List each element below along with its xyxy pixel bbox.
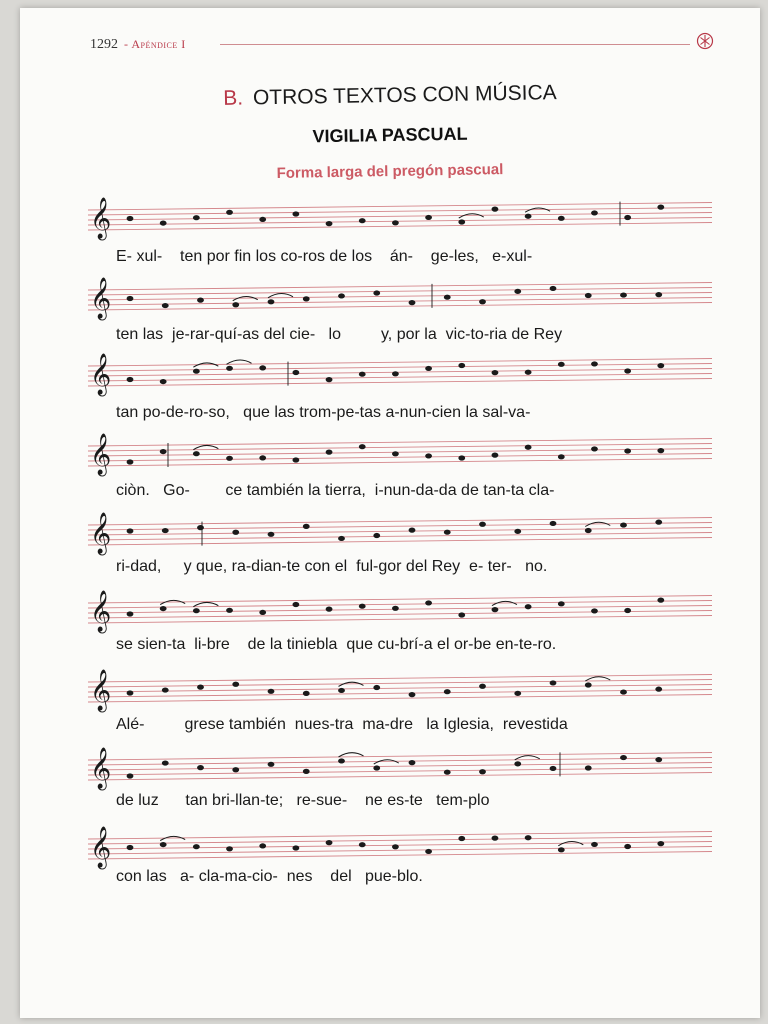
note-head — [558, 216, 565, 221]
note-head — [444, 770, 451, 775]
note-head — [479, 684, 486, 689]
note-head — [373, 290, 380, 295]
note-head — [479, 522, 486, 527]
lyric-line: ten las je-rar-quí-as del cie- lo y, por la vic-to-ria de Rey — [116, 326, 563, 343]
lyric-line: se sien-ta li-bre de la tiniebla que cu-brí-a el or-be en-te-ro. — [116, 636, 557, 653]
staff-1 — [88, 197, 712, 240]
note-head — [444, 295, 451, 300]
treble-clef-icon: 𝄞 — [90, 434, 112, 475]
note-head — [591, 446, 598, 451]
note-head — [409, 692, 416, 697]
note-head — [268, 532, 275, 537]
note-head — [657, 363, 664, 368]
note-head — [162, 760, 169, 765]
page-number: 1292 — [90, 37, 118, 52]
note-head — [591, 608, 598, 613]
note-head — [359, 444, 366, 449]
note-head — [492, 453, 499, 458]
note-head — [657, 448, 664, 453]
staff-4 — [88, 433, 712, 476]
note-head — [525, 214, 532, 219]
note-head — [160, 379, 167, 384]
note-head — [425, 215, 432, 220]
note-head — [550, 521, 557, 526]
note-head — [620, 689, 627, 694]
note-head — [392, 371, 399, 376]
note-head — [259, 455, 266, 460]
note-head — [127, 216, 134, 221]
note-head — [259, 217, 266, 222]
slur — [233, 296, 258, 300]
slur — [160, 836, 185, 840]
note-head — [292, 211, 299, 216]
note-head — [550, 680, 557, 685]
note-head — [326, 607, 333, 612]
staff-5 — [88, 512, 712, 555]
note-head — [226, 210, 233, 215]
lyric-line: Alé- grese también nues-tra ma-dre la Iglesia, revestida — [116, 716, 568, 733]
note-head — [160, 220, 167, 225]
note-head — [425, 453, 432, 458]
lyric-line: tan po-de-ro-so, que las trom-pe-tas a-nun-cien la sal-va- — [116, 404, 531, 421]
note-head — [373, 685, 380, 690]
note-head — [525, 835, 532, 840]
note-head — [655, 520, 662, 525]
note-head — [558, 362, 565, 367]
treble-clef-icon: 𝄞 — [90, 670, 112, 711]
note-head — [585, 528, 592, 533]
note-head — [657, 841, 664, 846]
note-head — [226, 366, 233, 371]
note-head — [359, 842, 366, 847]
slur — [492, 601, 517, 605]
note-head — [479, 769, 486, 774]
chant-score — [20, 8, 760, 1018]
note-head — [268, 689, 275, 694]
note-head — [492, 836, 499, 841]
note-head — [425, 849, 432, 854]
note-head — [525, 445, 532, 450]
note-head — [492, 370, 499, 375]
note-head — [338, 688, 345, 693]
note-head — [620, 522, 627, 527]
note-head — [127, 611, 134, 616]
book-page — [20, 8, 760, 1018]
slur — [585, 522, 610, 526]
slur — [339, 682, 364, 686]
note-head — [620, 755, 627, 760]
note-head — [326, 450, 333, 455]
note-head — [492, 207, 499, 212]
section-heading-text: OTROS TEXTOS CON MÚSICA — [252, 81, 557, 110]
note-head — [550, 286, 557, 291]
treble-clef-icon: 𝄞 — [90, 513, 112, 554]
note-head — [514, 289, 521, 294]
treble-clef-icon: 𝄞 — [90, 198, 112, 239]
lyric-line: ciòn. Go- ce también la tierra, i-nun-da-da de tan-ta cla- — [116, 482, 555, 499]
slur — [374, 760, 399, 764]
note-head — [292, 845, 299, 850]
appendix-label: - Apéndice I — [124, 37, 186, 51]
note-head — [232, 767, 239, 772]
staff-9 — [88, 826, 712, 869]
note-head — [193, 369, 200, 374]
note-head — [162, 528, 169, 533]
note-head — [458, 612, 465, 617]
note-head — [655, 757, 662, 762]
note-head — [359, 218, 366, 223]
note-head — [591, 842, 598, 847]
note-head — [655, 687, 662, 692]
note-head — [326, 840, 333, 845]
note-head — [338, 758, 345, 763]
page-title: VIGILIA PASCUAL — [312, 123, 468, 147]
note-head — [657, 598, 664, 603]
note-head — [558, 847, 565, 852]
note-head — [259, 843, 266, 848]
note-head — [127, 690, 134, 695]
slur — [160, 600, 185, 604]
note-head — [458, 836, 465, 841]
staff-2 — [88, 277, 712, 320]
note-head — [127, 296, 134, 301]
note-head — [373, 533, 380, 538]
note-head — [591, 210, 598, 215]
note-head — [591, 361, 598, 366]
note-head — [268, 299, 275, 304]
note-head — [624, 368, 631, 373]
note-head — [585, 682, 592, 687]
note-head — [162, 687, 169, 692]
treble-clef-icon: 𝄞 — [90, 354, 112, 395]
note-head — [458, 455, 465, 460]
note-head — [197, 298, 204, 303]
note-head — [193, 844, 200, 849]
note-head — [655, 292, 662, 297]
note-head — [409, 300, 416, 305]
note-head — [303, 296, 310, 301]
note-head — [127, 377, 134, 382]
note-head — [226, 846, 233, 851]
note-head — [624, 844, 631, 849]
note-head — [226, 456, 233, 461]
note-head — [292, 457, 299, 462]
note-head — [292, 602, 299, 607]
note-head — [392, 220, 399, 225]
note-head — [624, 215, 631, 220]
lyric-line: E- xul- ten por fin los co-ros de los án- ge-les, e-xul- — [116, 248, 533, 265]
note-head — [373, 765, 380, 770]
slur — [459, 214, 484, 218]
note-head — [193, 608, 200, 613]
section-letter: B. — [223, 86, 244, 110]
staff-8 — [88, 747, 712, 790]
note-head — [359, 372, 366, 377]
note-head — [585, 765, 592, 770]
note-head — [392, 451, 399, 456]
note-head — [624, 608, 631, 613]
note-head — [657, 205, 664, 210]
note-head — [292, 370, 299, 375]
note-head — [226, 608, 233, 613]
lyric-line: ri-dad, y que, ra-dian-te con el ful-gor del Rey e- ter- no. — [116, 558, 548, 575]
note-head — [232, 530, 239, 535]
note-head — [160, 842, 167, 847]
note-head — [197, 765, 204, 770]
note-head — [558, 454, 565, 459]
note-head — [326, 377, 333, 382]
note-head — [259, 610, 266, 615]
note-head — [624, 448, 631, 453]
note-head — [232, 682, 239, 687]
staff-3 — [88, 353, 712, 396]
treble-clef-icon: 𝄞 — [90, 591, 112, 632]
note-head — [197, 685, 204, 690]
note-head — [425, 600, 432, 605]
note-head — [550, 766, 557, 771]
note-head — [525, 604, 532, 609]
lyric-line: de luz tan bri-llan-te; re-sue- ne es-te tem-plo — [116, 792, 490, 809]
note-head — [259, 365, 266, 370]
treble-clef-icon: 𝄞 — [90, 827, 112, 868]
page-subtitle: Forma larga del pregón pascual — [276, 161, 504, 182]
note-head — [514, 691, 521, 696]
note-head — [620, 292, 627, 297]
note-head — [409, 528, 416, 533]
note-head — [425, 366, 432, 371]
note-head — [444, 530, 451, 535]
note-head — [232, 302, 239, 307]
note-head — [303, 524, 310, 529]
slur — [558, 842, 583, 846]
note-head — [392, 844, 399, 849]
note-head — [359, 604, 366, 609]
note-head — [197, 525, 204, 530]
note-head — [392, 606, 399, 611]
note-head — [303, 769, 310, 774]
staff-6 — [88, 590, 712, 633]
staff-7 — [88, 669, 712, 712]
note-head — [193, 215, 200, 220]
note-head — [326, 221, 333, 226]
note-head — [409, 760, 416, 765]
note-head — [585, 293, 592, 298]
note-head — [162, 303, 169, 308]
lyric-line: con las a- cla-ma-cio- nes del pue-blo. — [116, 868, 423, 885]
note-head — [458, 219, 465, 224]
note-head — [127, 528, 134, 533]
note-head — [160, 449, 167, 454]
note-head — [193, 451, 200, 456]
note-head — [479, 299, 486, 304]
note-head — [444, 689, 451, 694]
note-head — [160, 606, 167, 611]
note-head — [525, 370, 532, 375]
note-head — [127, 845, 134, 850]
slur — [193, 363, 218, 367]
note-head — [558, 601, 565, 606]
note-head — [127, 773, 134, 778]
note-head — [303, 691, 310, 696]
note-head — [514, 761, 521, 766]
note-head — [458, 363, 465, 368]
note-head — [514, 529, 521, 534]
slur — [525, 208, 550, 212]
treble-clef-icon: 𝄞 — [90, 278, 112, 319]
note-head — [268, 762, 275, 767]
note-head — [338, 293, 345, 298]
note-head — [492, 607, 499, 612]
note-head — [127, 459, 134, 464]
note-head — [338, 536, 345, 541]
treble-clef-icon: 𝄞 — [90, 748, 112, 789]
